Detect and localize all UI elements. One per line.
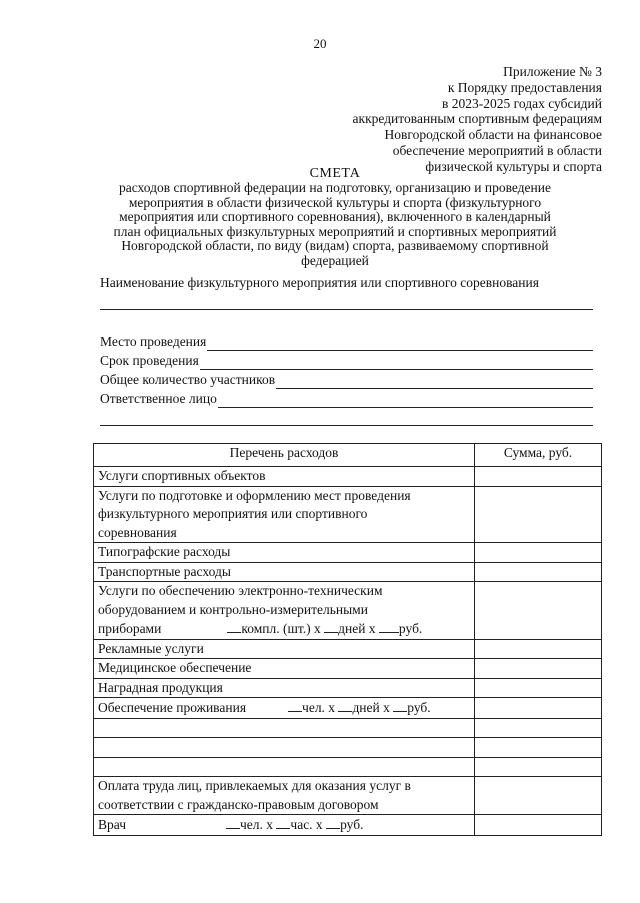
table-row — [94, 698, 602, 719]
row-label-line: соответствии с гражданско-правовым договором — [98, 796, 379, 812]
table-row — [94, 777, 602, 815]
amount-cell[interactable] — [475, 777, 602, 815]
header-expenses: Перечень расходов — [94, 444, 475, 467]
subtitle-line: план официальных физкультурных мероприятий и спортивных мероприятий — [113, 223, 557, 239]
amount-cell[interactable] — [475, 815, 602, 836]
amount-cell[interactable] — [475, 698, 602, 719]
amount-cell[interactable] — [475, 659, 602, 679]
participants-field[interactable] — [276, 374, 593, 389]
row-text: час. х — [290, 817, 323, 832]
subtitle-line: федерацией — [301, 252, 369, 268]
row-label: Транспортные расходы — [94, 562, 475, 582]
table-row — [94, 639, 602, 659]
period-row — [100, 352, 593, 370]
row-label-line: соревнования — [98, 524, 177, 540]
responsible-label: Ответственное лицо — [100, 391, 217, 406]
subtitle-line: Новгородской области, по виду (видам) спорта, развиваемому спортивной — [121, 238, 549, 254]
row-label-line: Оплата труда лиц, привлекаемых для оказания услуг в — [98, 778, 411, 793]
row-text: приборами — [98, 621, 162, 636]
document-title: СМЕТА — [309, 166, 361, 181]
amount-cell[interactable] — [475, 757, 602, 777]
venue-field[interactable] — [207, 336, 593, 351]
row-label — [94, 777, 475, 815]
blank-price[interactable] — [393, 698, 407, 712]
appendix-header — [242, 64, 602, 175]
responsible-row — [100, 390, 593, 408]
row-text: компл. (шт.) х — [241, 621, 321, 636]
page-number: 20 — [313, 36, 327, 51]
table-row — [94, 738, 602, 758]
amount-cell[interactable] — [475, 738, 602, 758]
row-label-line — [98, 619, 470, 639]
subtitle-line: расходов спортивной федерации на подготовку, организацию и проведение — [119, 180, 551, 195]
blank-people[interactable] — [288, 698, 302, 712]
table-row — [94, 757, 602, 777]
row-label — [94, 698, 475, 719]
blank-qty[interactable] — [227, 619, 241, 633]
table-row — [94, 582, 602, 640]
amount-cell[interactable] — [475, 467, 602, 487]
row-text: руб. — [398, 621, 423, 636]
table-row — [94, 467, 602, 487]
subtitle-line: мероприятия в области физической культуры и спорта (физкультурного — [128, 194, 542, 210]
blank-price[interactable] — [326, 815, 340, 829]
empty-cell[interactable] — [94, 757, 475, 777]
venue-label: Место проведения — [100, 334, 207, 349]
event-name-label-row — [100, 274, 593, 292]
row-label: Рекламные услуги — [94, 639, 475, 659]
table-row — [94, 562, 602, 582]
appendix-line: в 2023-2025 годах субсидий — [442, 95, 602, 111]
event-name-field[interactable] — [100, 309, 593, 310]
responsible-field[interactable] — [218, 393, 593, 408]
amount-cell[interactable] — [475, 718, 602, 738]
table-row — [94, 718, 602, 738]
row-label: Типографские расходы — [94, 543, 475, 563]
row-label: Услуги спортивных объектов — [94, 467, 475, 487]
blank-price[interactable] — [379, 619, 399, 633]
row-text: Обеспечение проживания — [98, 700, 247, 715]
event-name-label: Наименование физкультурного мероприятия или спортивного соревнования — [100, 275, 539, 290]
participants-row — [100, 371, 593, 389]
venue-row — [100, 333, 593, 351]
table-header-row — [94, 444, 602, 467]
amount-cell[interactable] — [475, 639, 602, 659]
blank-hours[interactable] — [276, 815, 290, 829]
blank-days[interactable] — [324, 619, 338, 633]
participants-label: Общее количество участников — [100, 372, 276, 387]
amount-cell[interactable] — [475, 582, 602, 640]
subtitle-line: мероприятия или спортивного соревнования), включенного в календарный — [119, 209, 551, 225]
row-text: дней х — [352, 700, 390, 715]
amount-cell[interactable] — [475, 678, 602, 698]
row-label-line: Услуги по подготовке и оформлению мест проведения — [98, 487, 411, 503]
document-title-block — [95, 166, 575, 269]
table-row — [94, 815, 602, 836]
responsible-extra-field[interactable] — [100, 425, 593, 426]
empty-cell[interactable] — [94, 718, 475, 738]
row-label — [94, 582, 475, 640]
header-amount: Сумма, руб. — [475, 444, 602, 467]
appendix-line: Новгородской области на финансовое — [384, 127, 602, 143]
blank-days[interactable] — [338, 698, 352, 712]
expenses-table — [93, 443, 602, 836]
appendix-line: аккредитованным спортивным федерациям — [352, 111, 602, 127]
row-text: чел. х — [240, 817, 274, 832]
amount-cell[interactable] — [475, 562, 602, 582]
row-label — [94, 815, 475, 836]
table-row — [94, 659, 602, 679]
period-label: Срок проведения — [100, 353, 199, 368]
row-text: дней х — [338, 621, 376, 636]
row-text: чел. х — [302, 700, 336, 715]
amount-cell[interactable] — [475, 543, 602, 563]
table-row — [94, 486, 602, 543]
row-label: Медицинское обеспечение — [94, 659, 475, 679]
row-label-line: физкультурного мероприятия или спортивного — [98, 506, 368, 521]
empty-cell[interactable] — [94, 738, 475, 758]
row-text: Врач — [98, 817, 126, 832]
row-label-line: оборудованием и контрольно-измерительными — [98, 601, 368, 617]
blank-people[interactable] — [226, 815, 240, 829]
row-label: Наградная продукция — [94, 678, 475, 698]
appendix-line: обеспечение мероприятий в области — [392, 142, 602, 158]
table-row — [94, 543, 602, 563]
row-label — [94, 486, 475, 543]
row-label-line: Услуги по обеспечению электронно-техническим — [98, 583, 383, 598]
row-text: руб. — [340, 817, 364, 832]
table-row — [94, 678, 602, 698]
appendix-line: Приложение № 3 — [503, 64, 602, 79]
row-text: руб. — [407, 700, 431, 715]
appendix-line: к Порядку предоставления — [447, 79, 602, 95]
appendix-line: физической культуры и спорта — [425, 158, 602, 174]
period-field[interactable] — [200, 355, 593, 370]
amount-cell[interactable] — [475, 486, 602, 543]
